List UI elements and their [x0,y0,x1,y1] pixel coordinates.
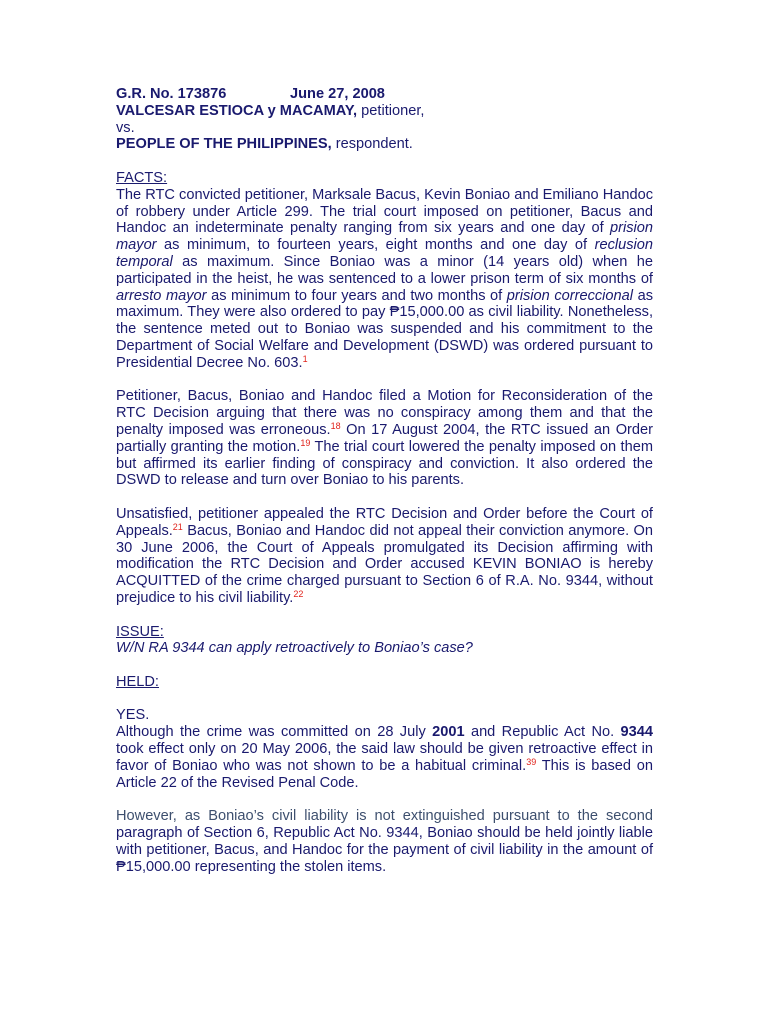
facts-paragraph-2: Petitioner, Bacus, Boniao and Handoc filed a Motion for Reconsideration of the RTC Decision arguing that there was no conspiracy among them and that the penalty imposed was erroneous.$^{18}$ On 17 August 2004, the RTC issued an Order partially granting the motion.$^{19}$ The trial court lowered the penalty imposed on them but affirmed its earlier finding of conspiracy and conviction. It also ordered the DSWD to release and turn over Boniao to his parents. [116,388,653,489]
facts-paragraph-1: The RTC convicted petitioner, Marksale Bacus, Kevin Boniao and Emiliano Handoc of robbery under Article 299. The trial court imposed on petitioner, Bacus and Handoc an indeterminate penalty ranging from six years and one day of prision mayor as minimum, to fourteen years, eight months and one day of reclusion temporal as maximum. Since Boniao was a minor (14 years old) when he participated in the heist, he was sentenced to a lower prison term of six months of arresto mayor as minimum to four years and two months of prision correccional as maximum. They were also ordered to pay ₱15,000.00 as civil liability. Nonetheless, the sentence meted out to Boniao was suspended and his commitment to the Department of Social Welfare and Development (DSWD) was ordered pursuant to Presidential Decree No. 603.$^1$ [116,186,654,371]
facts-heading: FACTS: [116,169,168,186]
footnote-ref[interactable]: 21 [172,521,183,532]
case-number-line [116,86,653,103]
petitioner-line [116,103,653,120]
respondent-line [116,136,653,153]
gr-number: G.R. No. 173876 [116,86,227,102]
footnote-ref[interactable]: 18 [330,420,341,431]
held-answer: YES. [116,707,150,724]
case-digest [116,86,653,875]
petitioner-name: VALCESAR ESTIOCA y MACAMAY, [116,102,358,119]
case-header [116,86,653,153]
held-paragraph-1: Although the crime was committed on 28 July 2001 and Republic Act No. 9344 took effect only on 20 May 2006, the said law should be given retroactive effect in favor of Boniao who was not shown to be a habitual criminal.$^{39}$ This is based on Article 22 of the Revised Penal Code. [116,724,654,791]
held-heading: HELD: [116,673,159,690]
footnote-ref[interactable]: 19 [300,437,311,448]
issue-heading: ISSUE: [116,623,164,640]
versus-line: vs. [116,119,135,136]
decision-date: June 27, 2008 [290,86,385,102]
footnote-ref[interactable]: 22 [293,588,304,599]
respondent-role: respondent. [331,136,413,153]
respondent-name: PEOPLE OF THE PHILIPPINES, [116,136,332,153]
petitioner-role: petitioner, [357,102,425,119]
footnote-ref[interactable]: 1 [302,353,308,364]
held-paragraph-2: However, as Boniao’s civil liability is not extinguished pursuant to the second paragraph of Section 6, Republic Act No. 9344, Boniao should be held jointly liable with petitioner, Bacus, and Handoc for the payment of civil liability in the amount of ₱15,000.00 representing the stolen items. [116,808,653,875]
issue-text: W/N RA 9344 can apply retroactively to Boniao’s case? [116,640,473,657]
facts-paragraph-3: Unsatisfied, petitioner appealed the RTC Decision and Order before the Court of Appeals.$^{21}$ Bacus, Boniao and Handoc did not appeal their conviction anymore. On 30 June 2006, the Court of Appeals promulgated its Decision affirming with modification the RTC Decision and Order accused KEVIN BONIAO is hereby ACQUITTED of the crime charged pursuant to Section 6 of R.A. No. 9344, without prejudice to his civil liability.$^{22}$ [116,505,653,606]
footnote-ref[interactable]: 39 [526,756,537,767]
